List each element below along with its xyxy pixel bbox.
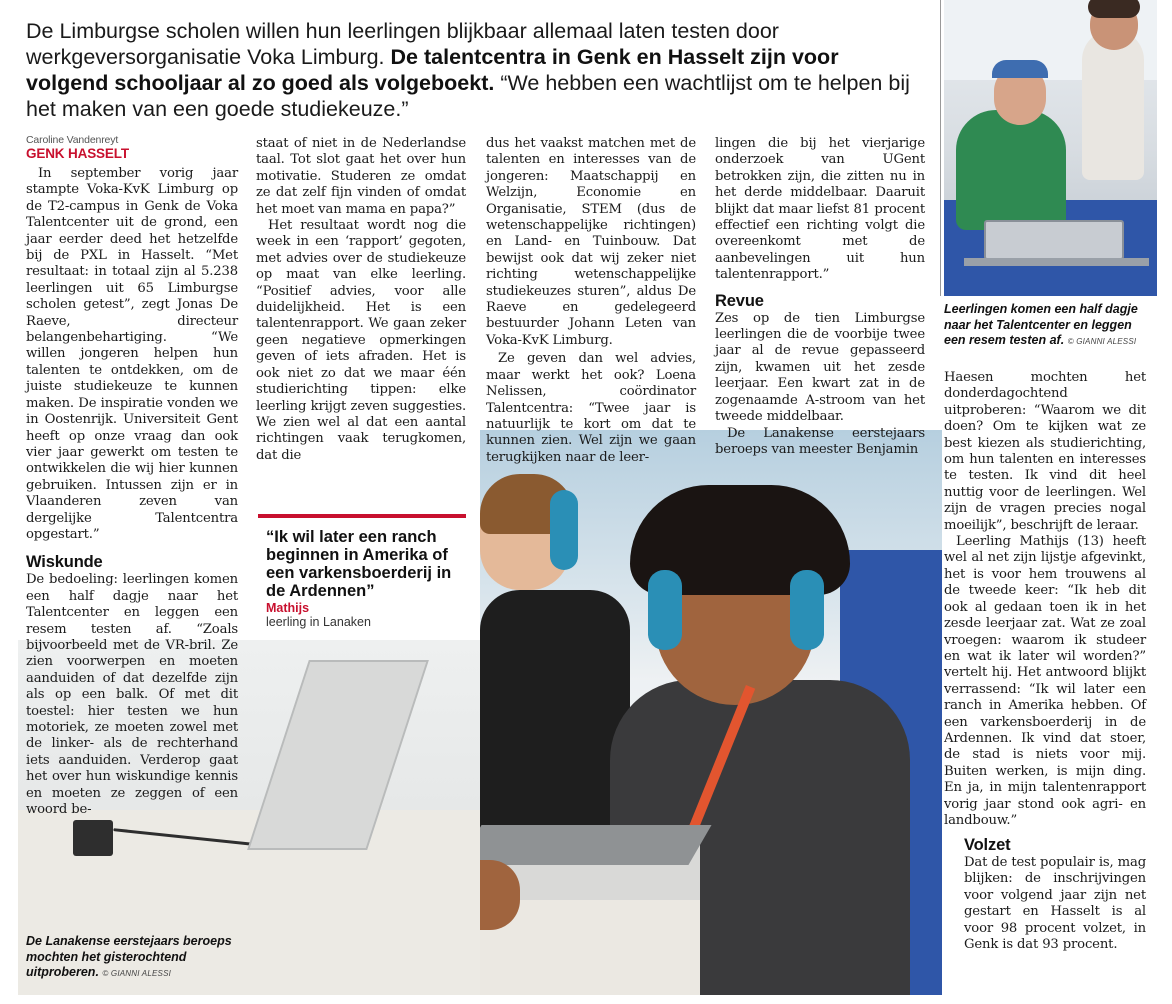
quote-rule: [258, 514, 466, 518]
pull-quote: [258, 514, 468, 629]
column-1: [26, 134, 238, 818]
col5-paragraph-2: Leerling Mathijs (13) heeft wel al net zijn lijstje afgevinkt, het is voor hem trouwens al de tweede keer: “Ik heb dit ook al gedaan toen ik in het zesde leerjaar zat. Wat ze zoal vroegen: waarom ik studeer en wat ik later wil worden?” vertelt hij. Het antwoord blijkt verrassend: “Ik wil later een ranch in Amerika hebben. Of een varkensboerderij in de Ardennen. Ik vind dat stoer, de stad is niets voor mij. Buiten werken, is mijn ding. En ja, in mijn talentenrapport vorig jaar stond ook agri- en landbouw.”: [944, 534, 1146, 828]
intro-lead: De Limburgse scholen willen hun leerlingen blijkbaar allemaal laten testen door werkgeversorganisatie Voka Limburg.: [26, 19, 779, 69]
heading-revue: Revue: [715, 291, 764, 310]
byline-place: GENK HASSELT: [26, 146, 129, 161]
column-5-volzet: [964, 830, 1146, 953]
col3-paragraph-1: dus het vaakst matchen met de talenten en interesses van de jongeren: Maatschappij en Welzijn, Economie en Organisatie, STEM (dus de wetenschappelijke richtingen) en Land- en Tuinbouw. Dat bewijst ook dat wij zeker niet richting wetenschappelijke studiekeuzes sturen”, aldus De Raeve en gedelegeerd bestuurder Johann Leten van Voka-KvK Limburg.: [486, 136, 696, 348]
heading-wiskunde: Wiskunde: [26, 553, 103, 572]
column-3: [486, 136, 696, 466]
byline-author: Caroline Vandenreyt: [26, 134, 119, 146]
intro-bold: De talentcentra in Genk en Hasselt zijn voor volgend schooljaar al zo goed als volgeboekt.: [26, 45, 839, 95]
column-4: [715, 136, 925, 458]
caption-top-photo: [944, 302, 1156, 350]
photo-boy-headphones: [480, 430, 942, 995]
quote-role: leerling in Lanaken: [266, 615, 371, 629]
column-5: [944, 370, 1146, 829]
intro-quote: “We hebben een wachtlijst om te helpen bij het maken van een goede studiekeuze.”: [26, 71, 910, 121]
heading-volzet: Volzet: [964, 836, 1011, 854]
quote-text: “Ik wil later een ranch beginnen in Amerika of een varkensboerderij in de Ardennen”: [266, 528, 452, 600]
photo-teacher-student: [944, 0, 1157, 296]
col4-paragraph-2: Zes op de tien Limburgse leerlingen die de voorbije twee jaar al de revue gepasseerd zijn, kwamen uit het zesde leerjaar. Een kwart zat in de zogenaamde A-stroom van het tweede middelbaar.: [715, 310, 925, 425]
caption-top-text: Leerlingen komen een half dagje naar het Talentcenter en leggen een resem testen af.: [944, 302, 1138, 347]
col4-paragraph-1: lingen die bij het vierjarige onderzoek van UGent betrokken zijn, die zitten nu in het derde middelbaar. Daaruit blijkt dat maar liefst 81 procent effectief een richting volgt die overeenkomt met de aanbevelingen uit hun talentenrapport.”: [715, 136, 925, 283]
col5-paragraph-1: Haesen mochten het donderdagochtend uitproberen: “Waarom we dit doen? Om te kijken wat ze best kiezen als studierichting, om hun talenten en interesses te testen. Ik vind dit heel nuttig voor de leerlingen. Wel zijn de vragen precies nogal moeilijk”, beschrijft de leraar.: [944, 370, 1146, 533]
column-rule: [940, 0, 941, 296]
caption-top-credit: © GIANNI ALESSI: [1067, 337, 1137, 346]
column-2: [256, 136, 466, 464]
article-intro: [26, 18, 926, 122]
col5-paragraph-3: Dat de test populair is, mag blijken: de inschrijvingen voor volgend jaar zijn net gestart en Hasselt is al voor 98 procent volzet, in Genk is dat 93 procent.: [964, 855, 1146, 953]
col3-paragraph-2: Ze geven dan wel advies, maar werkt het ook? Loena Nelissen, coördinator Talentcentra: “Twee jaar is natuurlijk te kort om dat te kunnen zien. Wel zijn we gaan terugkijken naar de leer-: [486, 351, 696, 465]
col2-paragraph-1: staat of niet in de Nederlandse taal. Tot slot gaat het over hun motivatie. Studeren ze omdat ze dat zelf fijn vinden of omdat het moet van mama en papa?”: [256, 136, 466, 217]
col4-paragraph-3: De Lanakense eerstejaars beroeps van meester Benjamin: [715, 425, 925, 457]
quote-name: Mathijs: [266, 601, 310, 615]
col2-paragraph-2: Het resultaat wordt nog die week in een ‘rapport’ gegoten, met advies over de studiekeuze op maat van elke leerling. “Positief advies, voor alle duidelijkheid. Het is een talentenrapport. We gaan zeker geen negatieve opmerkingen geven of iets afraden. Het is ook niet zo dat we maar één studierichting tippen: elke leerling krijgt zeven suggesties. We zien wel al dat een aantal richtingen vaak terugkomen, dat die: [256, 218, 466, 463]
col1-paragraph-1: In september vorig jaar stampte Voka-KvK Limburg op de T2-campus in Genk de Voka Talentcenter uit de grond, een jaar eerder deed het hetzelfde bij de PXL in Hasselt. “Met resultaat: in totaal zijn al 5.238 leerlingen uit 65 Limburgse scholen getest”, zegt Jonas De Raeve, directeur belangenbehartiging. “We willen jongeren helpen hun talenten te ontdekken, om de juiste studiekeuze te kunnen maken. De inspiratie vonden we in Oostenrijk. Universiteit Gent heeft op onze vraag dan ook vier jaar gewerkt om testen te ontwikkelen die wij hier kunnen gebruiken. Intussen zijn er in Vlaanderen zeven van dergelijke Talentcentra opgestart.”: [26, 166, 238, 542]
caption-bottom-text: De Lanakense eerstejaars beroeps mochten het gisterochtend uitproberen.: [26, 934, 232, 979]
caption-bottom-credit: © GIANNI ALESSI: [102, 969, 172, 978]
col1-paragraph-2: De bedoeling: leerlingen komen een half dagje naar het Talentcenter en leggen een resem testen af. “Zoals bijvoorbeeld met de VR-bril. Ze zien voorwerpen en moeten aanduiden of dat dezelfde zijn als op een balk. Of met dit toestel: hier testen we hun motoriek, ze moeten zowel met de linker- als de rechterhand iets aanduiden. Verderop gaat het over hun wiskundige kennis en moeten ze zeggen of een woord be-: [26, 572, 238, 818]
caption-bottom-photo: [26, 934, 246, 982]
